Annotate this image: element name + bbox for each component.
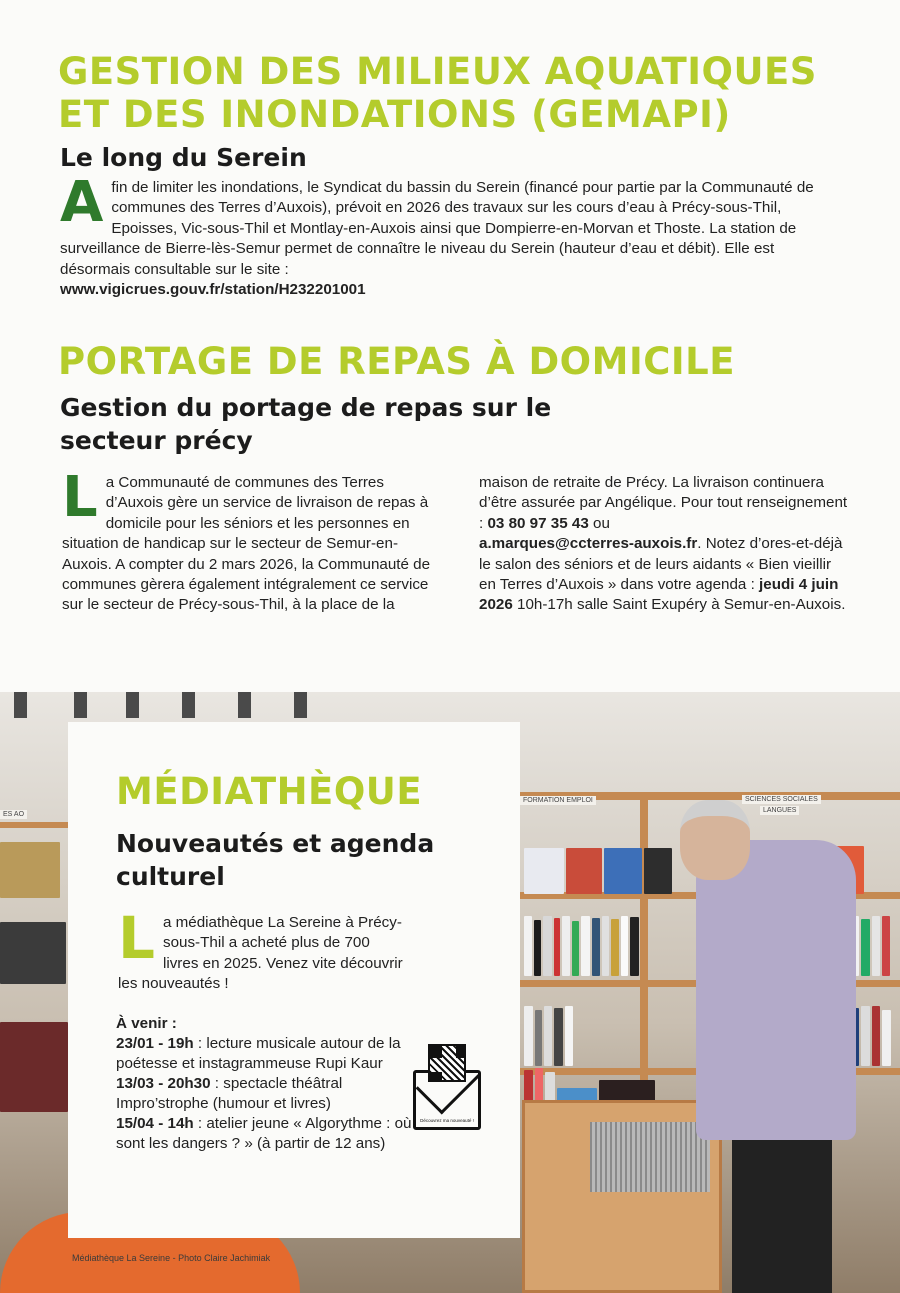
book (544, 1006, 552, 1066)
event-date: 23/01 - 19h (116, 1035, 194, 1052)
book (562, 916, 570, 976)
book (644, 848, 672, 894)
email-link[interactable]: a.marques@ccterres-auxois.fr (479, 535, 698, 553)
book-row (524, 1004, 573, 1066)
book (524, 916, 532, 976)
book (621, 916, 628, 976)
section-title-repas: PORTAGE DE REPAS À DOMICILE (58, 340, 735, 383)
book (861, 919, 870, 976)
book (534, 920, 541, 976)
book (882, 916, 890, 976)
section-title-gemapi (58, 50, 838, 136)
book (602, 916, 609, 976)
book (581, 916, 590, 976)
dropcap: L (118, 904, 155, 972)
book (872, 1006, 880, 1066)
ceiling-beam (74, 692, 87, 718)
book (872, 916, 880, 976)
dropcap: A (60, 170, 104, 235)
event-item (116, 1034, 416, 1074)
book (524, 1006, 533, 1066)
event-date: 15/04 - 14h (116, 1115, 194, 1132)
mediatheque-paragraph (118, 904, 408, 995)
mediatheque-text: a médiathèque La Sereine à Précy-sous-Thil a acheté plus de 700 livres en 2025. Venez vite découvrir les nouveautés ! (118, 914, 403, 993)
repas-text-3: . Notez d’ores-et-déjà le salon des séniors et de leurs aidants « Bien vieillir en Terres d’Auxois » dans votre agenda : (479, 535, 843, 594)
book (0, 842, 60, 898)
phone-number[interactable]: 03 80 97 35 43 (487, 514, 589, 532)
title-line: ET DES INONDATIONS (GEMAPI) (58, 93, 731, 136)
qr-code-icon[interactable] (428, 1044, 466, 1082)
book (572, 921, 579, 976)
book (630, 917, 639, 976)
book (566, 848, 602, 894)
gemapi-paragraph (60, 170, 820, 300)
repas-text-4: 10h-17h salle Saint Exupéry à Semur-en-Auxois. (512, 596, 846, 614)
book (565, 1006, 573, 1066)
event-item (116, 1114, 416, 1154)
ceiling-beam (14, 692, 27, 718)
book (554, 918, 560, 976)
event-date: 13/03 - 20h30 (116, 1075, 211, 1092)
shelf-label: FORMATION EMPLOI (520, 796, 596, 805)
ceiling-beam (126, 692, 139, 718)
section-title-mediatheque: MÉDIATHÈQUE (116, 770, 423, 813)
event-text: : atelier jeune « Algorythme : où sont les dangers ? » (à partir de 12 ans) (116, 1115, 412, 1152)
shelf-plank (0, 822, 68, 828)
events-list (116, 1014, 416, 1154)
shelf-label: LANGUES (760, 806, 799, 815)
repas-text-1: a Communauté de communes des Terres d’Auxois gère un service de livraison de repas à domicile pour les séniors et les personnes en situation de handicap sur le secteur de Semur-en-Auxois. A compter du 2 mars 2026, la Communauté de communes gèrera également intégralement ce service sur le secteur de Précy-sous-Thil, à la place de la (62, 474, 431, 614)
dropcap: L (62, 465, 98, 530)
section-subtitle-mediatheque: Nouveautés et agenda culturel (116, 829, 435, 891)
book (554, 1008, 563, 1066)
upcoming-heading: À venir : (116, 1015, 177, 1032)
qr-newsletter[interactable] (411, 1044, 483, 1132)
section-subtitle-repas: Gestion du portage de repas sur le secteur précy (60, 393, 552, 455)
ceiling-beam (182, 692, 195, 718)
event-text: : spectacle théâtral Impro’strophe (humour et livres) (116, 1075, 343, 1112)
book (0, 922, 66, 984)
book-row (524, 832, 672, 894)
section-subtitle-serein: Le long du Serein (60, 143, 307, 172)
book (543, 916, 552, 976)
photo-credit: Médiathèque La Sereine - Photo Claire Jachimiak (72, 1253, 271, 1263)
shelf-label: ES AO (0, 810, 27, 819)
cart-mesh (590, 1122, 710, 1192)
event-text: : lecture musicale autour de la poétesse et instagrammeuse Rupi Kaur (116, 1035, 401, 1072)
book (535, 1010, 542, 1066)
repas-text-2: maison de retraite de Précy. La livraison continuera d’être assurée par Angélique. Pour tout renseignement : (479, 474, 848, 532)
book (604, 848, 642, 894)
upcoming-label (116, 1014, 416, 1034)
qr-caption: Découvrez ma nouveauté ! (420, 1118, 474, 1123)
vigicrues-link[interactable]: www.vigicrues.gouv.fr/station/H232201001 (60, 281, 366, 299)
person-shirt (696, 840, 856, 1140)
shelf-label: SCIENCES SOCIALES (742, 795, 821, 804)
book (861, 1006, 870, 1066)
event-item (116, 1074, 416, 1114)
salon-date: jeudi 4 juin 2026 (479, 576, 839, 614)
or-text: ou (588, 514, 610, 532)
repas-column-1 (62, 465, 440, 616)
person-head (680, 800, 750, 880)
person-legs (732, 1132, 832, 1293)
book-row (524, 914, 639, 976)
book (611, 919, 619, 976)
book (592, 918, 600, 976)
gemapi-text: fin de limiter les inondations, le Syndicat du bassin du Serein (financé pour partie par la Communauté de communes des Terres d’Auxois), prévoit en 2026 des travaux sur les cours d’eau à Précy-sous-Thil, Epoisses, Vic-sous-Thil et Montlay-en-Auxois ainsi que Dompierre-en-Morvan et Thoste. La station de surveillance de Bierre-lès-Semur permet de connaître le niveau du Serein (hauteur d’eau et débit). Elle est désormais consultable sur le site : (60, 179, 814, 278)
book (0, 1022, 68, 1112)
book (882, 1010, 891, 1066)
ceiling-beam (294, 692, 307, 718)
title-line: GESTION DES MILIEUX AQUATIQUES (58, 50, 817, 93)
repas-column-2 (479, 473, 851, 616)
book (524, 848, 564, 894)
ceiling-beam (238, 692, 251, 718)
